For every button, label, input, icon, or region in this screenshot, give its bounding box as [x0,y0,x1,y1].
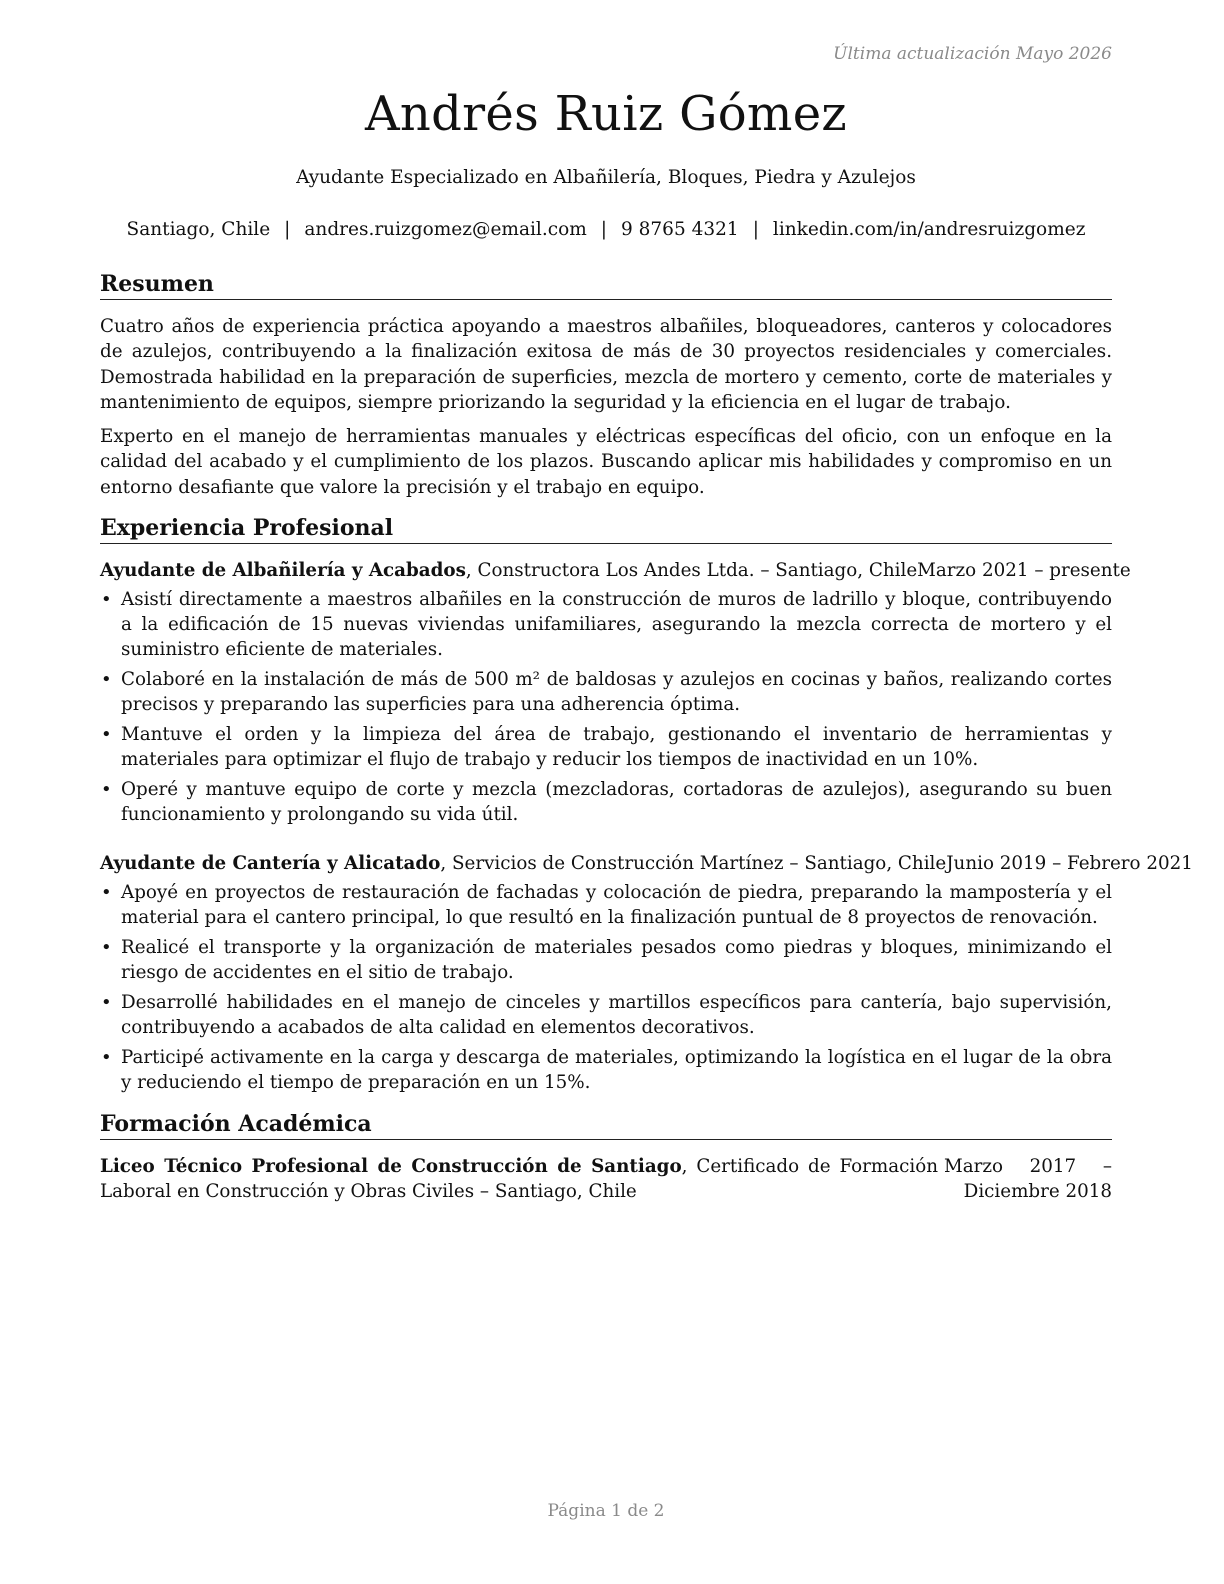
summary-paragraph: Experto en el manejo de herramientas manuales y eléctricas específicas del oficio, con un enfoque en la calidad del acabado y el cumplimiento de los plazos. Buscando aplicar mis habilidades y compromiso en un entorno desafiante que valore la precisión y el trabajo en equipo. [100,426,1112,498]
job-company: , Constructora Los Andes Ltda. – Santiago, Chile [465,560,918,581]
job-title-line [100,558,917,583]
job-bullets [100,880,1112,1100]
job-role: Ayudante de Cantería y Alicatado [100,853,441,874]
list-item: • Desarrollé habilidades en el manejo de cinceles y martillos específicos para cantería, bajo supervisión, contribuyendo a acabados de alta calidad en elementos decorativos. [100,990,1112,1040]
list-item: • Mantuve el orden y la limpieza del área de trabajo, gestionando el inventario de herramientas y materiales para optimizar el flujo de trabajo y reducir los tiempos de inactividad en un 10%. [100,722,1112,772]
job-header [100,851,1193,876]
list-item: • Operé y mantuve equipo de corte y mezcla (mezcladoras, cortadoras de azulejos), asegurando su buen funcionamiento y prolongando su vida útil. [100,777,1112,827]
contact-separator: | [284,219,291,240]
job-company: , Servicios de Construcción Martínez – Santiago, Chile [440,853,947,874]
list-item: • Colaboré en la instalación de más de 500 m² de baldosas y azulejos en cocinas y baños, realizando cortes precisos y preparando las superficies para una adherencia óptima. [100,667,1112,717]
candidate-name: Andrés Ruiz Gómez [364,86,848,142]
page-number: Página 1 de 2 [547,1501,665,1521]
education-detail: , Certificado de Formación Laboral en Construcción y Obras Civiles – Santiago, Chile [100,1156,938,1202]
job-header [100,558,1131,583]
section-title-experience: Experiencia Profesional [100,514,1112,544]
job-dates: Junio 2019 – Febrero 2021 [946,853,1193,874]
job-role: Ayudante de Albañilería y Acabados [100,560,466,581]
summary-paragraph: Cuatro años de experiencia práctica apoyando a maestros albañiles, bloqueadores, canteros y colocadores de azulejos, contribuyendo a la finalización exitosa de más de 30 proyectos residenciales y comerciales. Demostrada habilidad en la preparación de superficies, mezcla de mortero y cemento, corte de materiales y mantenimiento de equipos, siempre priorizando la seguridad y la eficiencia en el lugar de trabajo. [100,316,1112,413]
contact-separator: | [752,219,759,240]
resume-page [100,0,1193,1584]
section-title-summary: Resumen [100,270,1112,300]
education-dates: Marzo 2017 – Diciembre 2018 [944,1156,1112,1202]
section-title-education: Formación Académica [100,1110,1112,1140]
last-updated: Última actualización Mayo 2026 [833,44,1112,64]
list-item: • Asistí directamente a maestros albañiles en la construcción de muros de ladrillo y bloque, contribuyendo a la edificación de 15 nuevas viviendas unifamiliares, asegurando la mezcla correcta de mortero y el suministro eficiente de materiales. [100,587,1112,662]
job-bullets [100,587,1112,832]
education-entry [100,1154,1112,1204]
list-item: • Apoyé en proyectos de restauración de fachadas y colocación de piedra, preparando la mampostería y el material para el cantero principal, lo que resultó en la finalización puntual de 8 proyectos de renovación. [100,880,1112,930]
contact-phone: 9 8765 4321 [620,219,739,240]
candidate-subtitle: Ayudante Especializado en Albañilería, Bloques, Piedra y Azulejos [296,167,916,188]
education-school: Liceo Técnico Profesional de Construcción de Santiago [100,1156,682,1177]
job-title-line [100,851,946,876]
contact-email[interactable]: andres.ruizgomez@email.com [304,219,587,240]
job-dates: Marzo 2021 – presente [917,560,1131,581]
contact-line [100,219,1112,240]
contact-location: Santiago, Chile [126,219,271,240]
education-detail-block [100,1154,944,1204]
list-item: • Realicé el transporte y la organización de materiales pesados como piedras y bloques, minimizando el riesgo de accidentes en el sitio de trabajo. [100,935,1112,985]
list-item: • Participé activamente en la carga y descarga de materiales, optimizando la logística en el lugar de la obra y reduciendo el tiempo de preparación en un 15%. [100,1045,1112,1095]
contact-linkedin[interactable]: linkedin.com/in/andresruizgomez [772,219,1086,240]
contact-separator: | [600,219,607,240]
